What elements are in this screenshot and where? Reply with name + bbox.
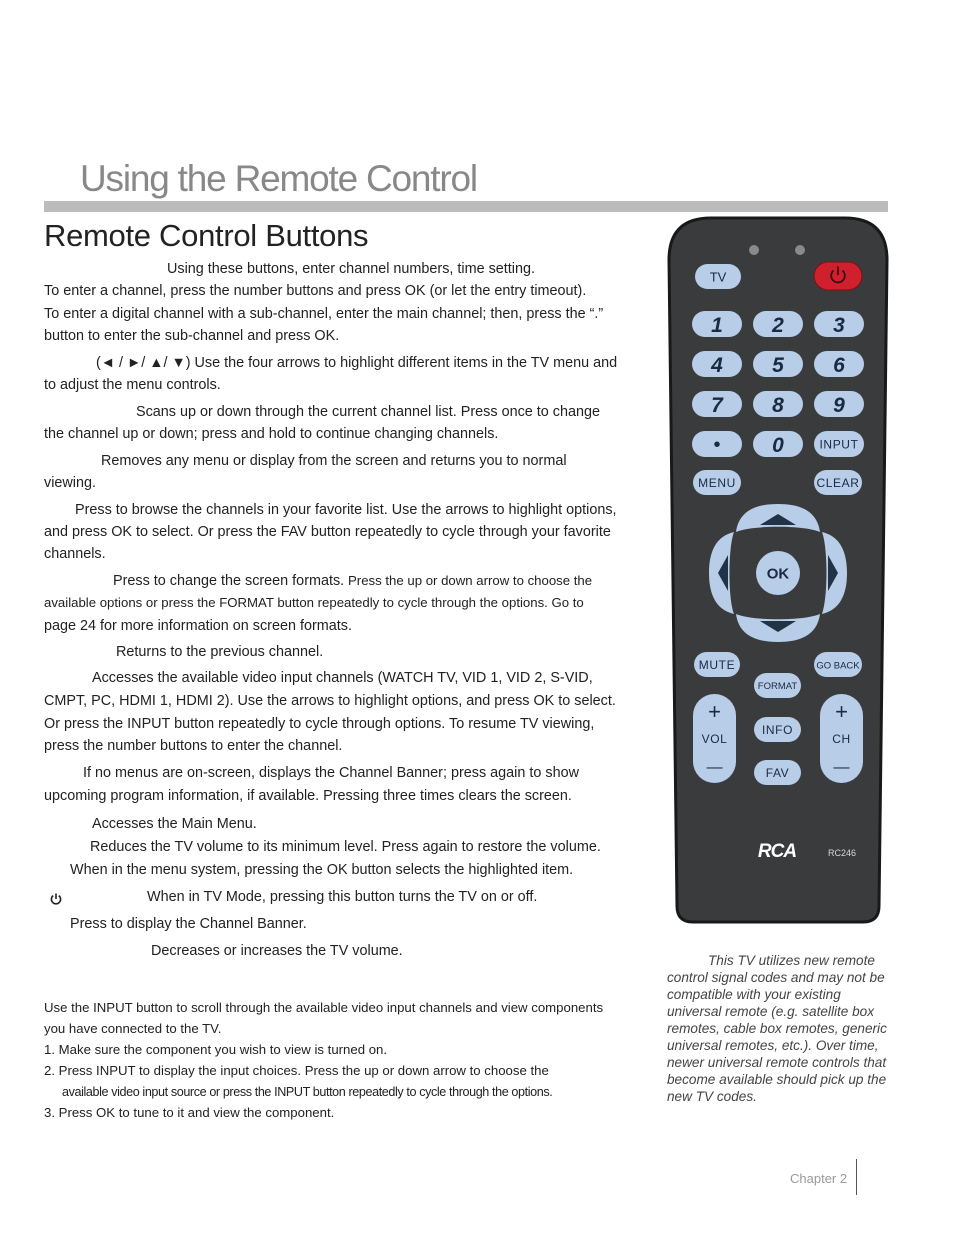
digit-label: 2 [772,314,784,337]
digit-label: 4 [711,354,723,377]
text-line: and press OK to select. Or press the FAV button repeatedly to cycle through your favorite [44,524,611,540]
digit-label: 0 [772,434,784,457]
info-button-label: INFO [761,723,794,737]
input-button-label: INPUT [819,437,859,452]
text-line: to adjust the menu controls. [44,377,221,393]
text-line: Or press the INPUT button repeatedly to cycle through options. To resume TV viewing, [44,716,595,732]
text-line: Accesses the available video input channels (WATCH TV, VID 1, VID 2, S-VID, [92,670,593,686]
text-line: Press to change the screen formats. [113,573,345,589]
indicator-light-left [749,245,759,255]
mute-button[interactable] [694,652,740,677]
volume-down-icon: — [706,759,723,776]
digit-label: 1 [711,314,723,337]
note-line: control signal codes and may not be [667,970,885,985]
text-line: upcoming program information, if available. Pressing three times clears the screen. [44,788,572,804]
note-line: compatible with your existing [667,987,841,1002]
text-line: If no menus are on-screen, displays the Channel Banner; press again to show [83,765,579,781]
indicator-light-right [795,245,805,255]
channel-down-icon: — [833,759,850,776]
text-line: page 24 for more information on screen formats. [44,618,352,634]
text-line: available video input source or press the INPUT button repeatedly to cycle through the options. [62,1085,553,1099]
text-line: Use the INPUT button to scroll through the available video input channels and view components [44,1000,604,1015]
text-line: press the number buttons to enter the channel. [44,738,343,754]
digit-button-7[interactable] [692,391,742,417]
tv-button-label: TV [709,269,727,285]
text-line: 2. Press INPUT to display the input choices. Press the up or down arrow to choose the [44,1063,549,1078]
power-icon [49,892,63,906]
text-line: channels. [44,546,106,562]
text-line: To enter a channel, press the number buttons and press OK (or let the entry timeout). [44,283,587,299]
power-button[interactable] [814,262,862,290]
note-line: newer universal remote controls that [667,1055,887,1070]
dot-label: • [713,434,721,456]
text-line: Returns to the previous channel. [116,644,324,660]
digit-button-8[interactable] [753,391,803,417]
footer-chapter-label: Chapter 2 [790,1171,848,1186]
section-heading: Remote Control Buttons [44,218,369,253]
note-line: become available should pick up the [667,1072,887,1087]
fav-button-label: FAV [765,766,790,780]
volume-up-icon: + [708,699,721,724]
digit-button-2[interactable] [753,311,803,337]
clear-button[interactable] [814,470,862,495]
dot-button[interactable] [692,431,742,457]
text-line: viewing. [44,475,96,491]
footer-rule [856,1159,857,1195]
text-line: CMPT, PC, HDMI 1, HDMI 2). Use the arrows to highlight options, and press OK to select. [44,693,616,709]
format-button[interactable] [754,673,801,698]
chapter-title-rule [44,201,888,212]
chapter-title: Using the Remote Control [80,158,477,199]
compatibility-note [667,952,891,1105]
go-back-button[interactable] [814,652,862,677]
digit-button-0[interactable] [753,431,803,457]
note-line: This TV utilizes new remote [708,953,875,968]
text-line: button to enter the sub-channel and press OK. [44,328,340,344]
text-line: you have connected to the TV. [44,1021,222,1036]
digit-label: 5 [772,354,784,377]
text-line: When in the menu system, pressing the OK button selects the highlighted item. [70,862,574,878]
model-label: RC246 [827,848,857,858]
ok-button[interactable] [756,551,800,595]
ok-button-label: OK [766,565,790,583]
digit-label: 7 [711,394,723,417]
text-line: Using these buttons, enter channel numbers, time setting. [167,261,535,277]
text-line: Press the up or down arrow to choose the [348,573,593,588]
text-line: available options or press the FORMAT button repeatedly to cycle through the options. Go to [44,595,584,610]
text-line: Reduces the TV volume to its minimum level. Press again to restore the volume. [90,839,601,855]
remote-control-illustration [665,214,891,926]
digit-button-3[interactable] [814,311,864,337]
fav-button[interactable] [754,760,801,785]
digit-button-4[interactable] [692,351,742,377]
ch-label: CH [832,732,851,746]
text-line: Removes any menu or display from the screen and returns you to normal [101,453,567,469]
text-line: Press to browse the channels in your favorite list. Use the arrows to highlight options, [75,502,617,518]
tv-button[interactable] [695,264,741,289]
digit-label: 6 [833,354,845,377]
input-button[interactable] [814,431,864,457]
text-line: When in TV Mode, pressing this button turns the TV on or off. [147,889,538,905]
text-line: Accesses the Main Menu. [92,816,257,832]
text-line: Press to display the Channel Banner. [70,916,307,932]
channel-rocker[interactable] [820,694,863,783]
text-line: 1. Make sure the component you wish to view is turned on. [44,1042,388,1057]
volume-rocker[interactable] [693,694,736,783]
clear-button-label: CLEAR [816,476,860,490]
go-back-button-label: GO BACK [816,660,860,672]
digit-button-1[interactable] [692,311,742,337]
note-line: new TV codes. [667,1089,757,1104]
note-line: remotes, cable box remotes, generic [667,1021,887,1036]
vol-label: VOL [701,732,728,746]
rca-logo: RCA [757,841,797,862]
format-button-label: FORMAT [757,681,798,692]
digit-label: 8 [772,394,784,417]
text-line: Decreases or increases the TV volume. [151,943,403,959]
text-line: To enter a digital channel with a sub-channel, enter the main channel; then, press the “.” [44,306,604,322]
mute-button-label: MUTE [698,658,736,672]
digit-button-6[interactable] [814,351,864,377]
text-line: (◄ / ►/ ▲/ ▼) Use the four arrows to highlight different items in the TV menu and [96,355,618,371]
digit-button-5[interactable] [753,351,803,377]
digit-label: 9 [833,394,845,417]
info-button[interactable] [754,717,801,742]
menu-button[interactable] [693,470,741,495]
note-line: universal remote (e.g. satellite box [667,1004,875,1019]
text-line: 3. Press OK to tune to it and view the component. [44,1105,335,1120]
digit-label: 3 [833,314,845,337]
note-line: universal remotes, etc.). Over time, [667,1038,879,1053]
text-line: the channel up or down; press and hold to continue changing channels. [44,426,499,442]
digit-button-9[interactable] [814,391,864,417]
text-line: Scans up or down through the current channel list. Press once to change [136,404,600,420]
channel-up-icon: + [835,699,848,724]
menu-button-label: MENU [698,476,736,490]
